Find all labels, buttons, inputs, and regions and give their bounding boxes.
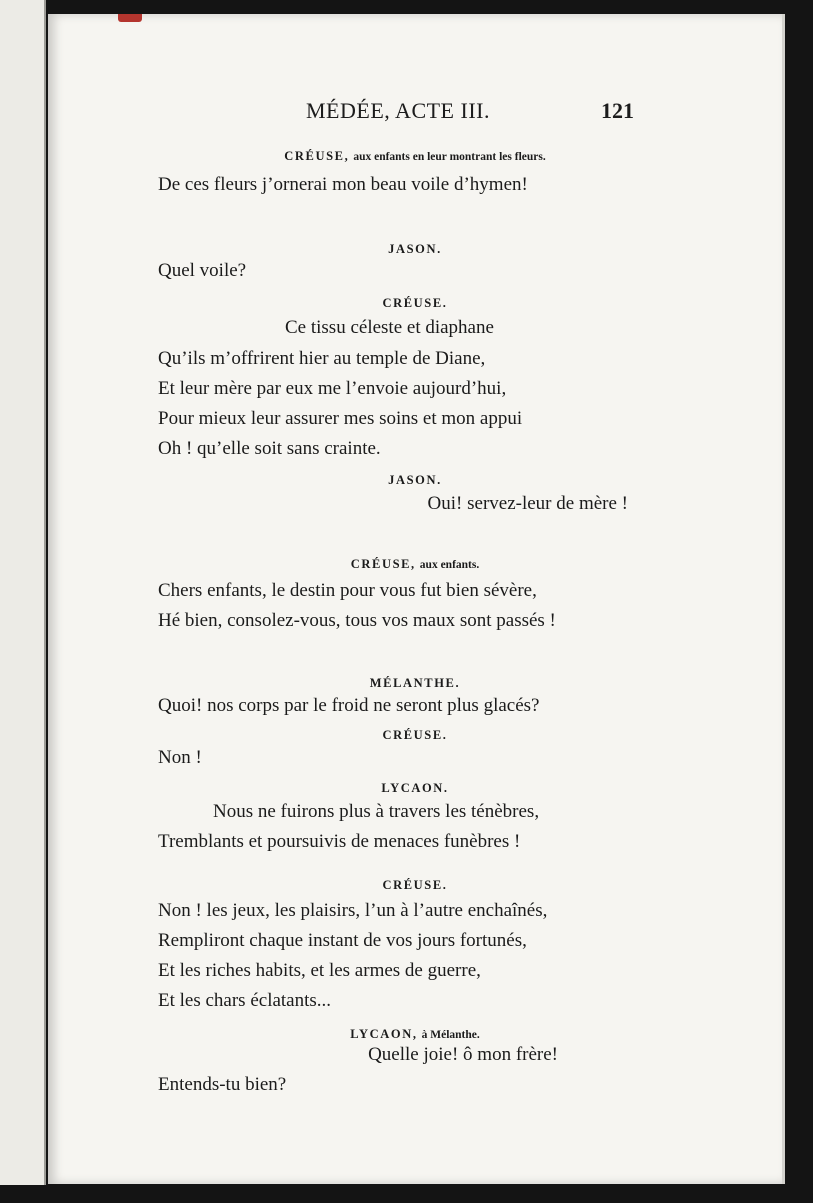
speaker-name: CRÉUSE. [382,878,448,892]
speaker-name: CRÉUSE. [382,296,448,310]
verse-line: Et les chars éclatants... [158,990,332,1011]
speaker-heading [48,726,782,744]
verse-line: Quoi! nos corps par le froid ne seront plus glacés? [158,695,540,716]
page-number: 121 [601,98,634,123]
speaker-heading [48,779,782,797]
verse-line: Nous ne fuirons plus à travers les ténèbres, [213,801,540,822]
verse-line: Non ! [158,747,202,768]
speaker-heading [48,240,782,258]
verse-line: Hé bien, consolez-vous, tous vos maux sont passés ! [158,610,556,631]
speaker-heading [48,674,782,692]
speaker-name: CRÉUSE, [350,557,416,571]
stage-direction: aux enfants en leur montrant les fleurs. [353,151,546,163]
speaker-name: LYCAON. [381,781,449,795]
book-page [48,14,785,1184]
verse-line: Tremblants et poursuivis de menaces funèbres ! [158,831,521,852]
speaker-heading [48,471,782,489]
speaker-name: JASON. [388,473,442,487]
speaker-name: CRÉUSE. [382,728,448,742]
speaker-heading [48,1025,782,1043]
stage-direction: à Mélanthe. [421,1029,480,1041]
verse-line: Rempliront chaque instant de vos jours fortunés, [158,930,527,951]
speaker-heading [48,876,782,894]
verse-line: Oui! servez-leur de mère ! [427,493,628,514]
speaker-name: MÉLANTHE. [369,676,461,690]
verse-line: Et leur mère par eux me l’envoie aujourd’hui, [158,378,507,399]
verse-line: De ces fleurs j’ornerai mon beau voile d’hymen! [158,174,528,195]
verse-line: Ce tissu céleste et diaphane [285,317,494,338]
verse-line: Quel voile? [158,260,247,281]
verse-line: Non ! les jeux, les plaisirs, l’un à l’autre enchaînés, [158,900,548,921]
verse-line: Chers enfants, le destin pour vous fut bien sévère, [158,580,537,601]
speaker-name: JASON. [388,242,442,256]
verse-line: Pour mieux leur assurer mes soins et mon appui [158,408,523,429]
previous-page-edge [0,0,46,1185]
verse-line: Oh ! qu’elle soit sans crainte. [158,438,381,459]
speaker-name: CRÉUSE, [284,149,350,163]
stage-direction: aux enfants. [419,559,480,571]
speaker-heading [48,555,782,573]
speaker-name: LYCAON, [350,1027,418,1041]
speaker-heading [48,294,782,312]
verse-line: Quelle joie! ô mon frère! [368,1044,558,1065]
red-mark [118,14,142,22]
speaker-heading [48,147,782,165]
running-title: MÉDÉE, ACTE III. [306,98,490,123]
verse-line: Et les riches habits, et les armes de guerre, [158,960,481,981]
verse-line: Entends-tu bien? [158,1074,287,1095]
verse-line: Qu’ils m’offrirent hier au temple de Diane, [158,348,486,369]
